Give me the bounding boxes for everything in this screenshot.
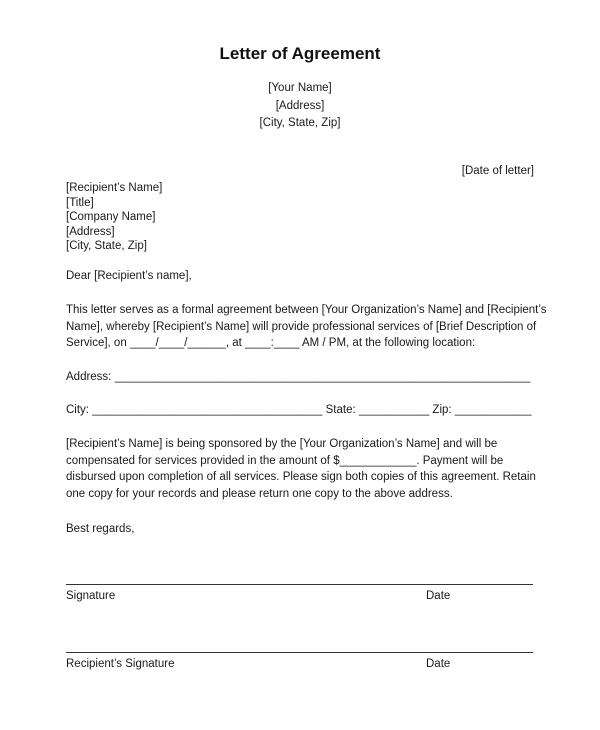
compensation-paragraph — [66, 436, 536, 502]
signature-line — [66, 584, 533, 585]
paragraph-line: one copy for your records and please return one copy to the above address. — [66, 487, 453, 500]
recipient-address: [Address] — [66, 225, 115, 238]
salutation: Dear [Recipient’s name], — [66, 270, 192, 282]
paragraph-line: This letter serves as a formal agreement between [Your Organization’s Name] and [Recipient’s — [66, 304, 547, 316]
recipient-block — [66, 181, 162, 254]
sender-city-state-zip: [City, State, Zip] — [259, 117, 341, 129]
sender-block — [0, 80, 600, 133]
sender-name: [Your Name] — [268, 82, 332, 94]
paragraph-line: disbursed upon completion of all services. Please sign both copies of this agreement. Retain — [66, 471, 536, 483]
recipient-signature-date-label: Date — [426, 658, 451, 670]
paragraph-line: compensated for services provided in the amount of $____________. Payment will be — [66, 454, 504, 467]
recipient-company: [Company Name] — [66, 211, 156, 223]
city-state-zip-field: City: ____________________________________ State: ___________ Zip: ____________ — [66, 404, 532, 416]
recipient-name: [Recipient’s Name] — [66, 182, 163, 194]
address-field: Address: _________________________________________________________________ — [66, 371, 531, 383]
recipient-title: [Title] — [66, 196, 94, 209]
paragraph-line: [Recipient’s Name] is being sponsored by the [Your Organization’s Name] and will be — [66, 438, 498, 450]
agreement-paragraph — [66, 302, 547, 352]
paragraph-line: Name], whereby [Recipient’s Name] will provide professional services of [Brief Description of — [66, 320, 537, 333]
closing: Best regards, — [66, 523, 135, 535]
recipient-city-state-zip: [City, State, Zip] — [66, 240, 147, 252]
paragraph-line: Service], on ____/____/______, at ____:____ AM / PM, at the following location: — [66, 337, 476, 349]
signature-label: Signature — [66, 590, 116, 602]
page-title: Letter of Agreement — [219, 44, 381, 63]
signature-date-label: Date — [426, 590, 451, 602]
recipient-signature-label: Recipient’s Signature — [66, 658, 175, 670]
letter-date: [Date of letter] — [461, 165, 534, 177]
sender-address: [Address] — [275, 99, 325, 112]
recipient-signature-line — [66, 652, 533, 653]
